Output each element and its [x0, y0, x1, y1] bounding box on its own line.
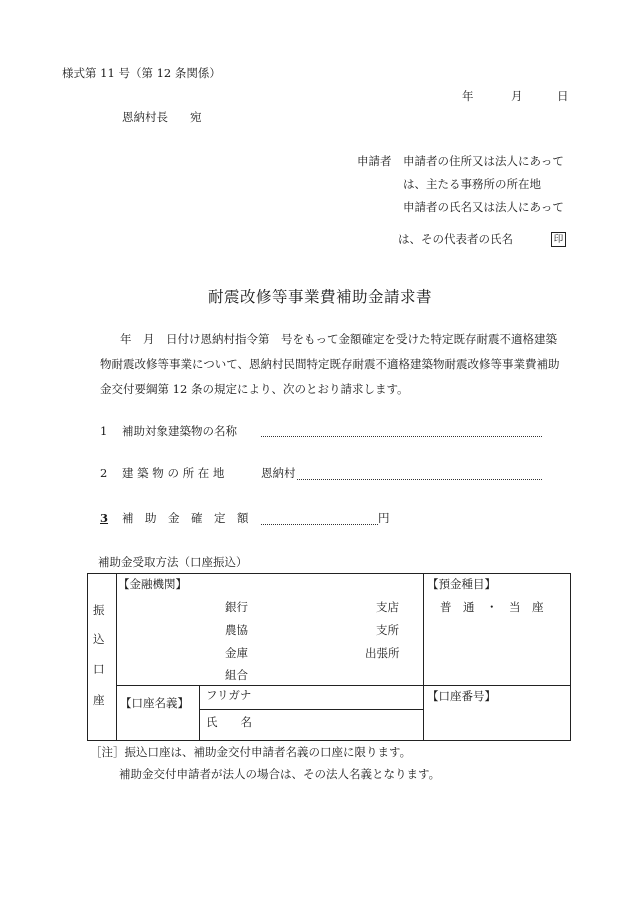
addressee-suffix: 宛	[190, 110, 202, 124]
request-body	[100, 327, 570, 402]
item-2-value: 恩納村	[261, 466, 296, 480]
addressee: 恩納村長	[122, 110, 168, 124]
document-title: 耐震改修等事業費補助金請求書	[208, 288, 433, 306]
form-number: 様式第 11 号（第 12 条関係）	[62, 66, 221, 80]
body-line-1: 年 月 日付け恩納村指令第 号をもって金額確定を受けた特定既存耐震不適格建築	[120, 332, 557, 346]
applicant-address-line1: 申請者の住所又は法人にあって	[403, 154, 564, 168]
institution-type-union: 組合	[225, 668, 248, 682]
body-line-3: 金交付要綱第 12 条の規定により、次のとおり請求します。	[100, 382, 409, 396]
date-year-label: 年	[462, 89, 474, 103]
item-3-unit: 円	[378, 511, 390, 525]
institution-type-agri: 農協	[225, 623, 248, 637]
item-3-number: 3	[100, 511, 109, 525]
deposit-type-header: 【預金種目】	[427, 577, 496, 591]
side-label-1: 振	[93, 603, 105, 617]
applicant-address-line2: は、主たる事務所の所在地	[403, 177, 541, 191]
institution-type-bank: 銀行	[225, 600, 248, 614]
applicant-name-line1: 申請者の氏名又は法人にあって	[403, 200, 564, 214]
side-label-4: 座	[93, 693, 105, 707]
item-2-label: 建 築 物 の 所 在 地	[122, 466, 225, 480]
item-1-number: 1	[100, 424, 108, 438]
note-line-2: 補助金交付申請者が法人の場合は、その法人名義となります。	[119, 767, 441, 781]
branch-type-sub-office: 出張所	[365, 646, 400, 660]
side-label-2: 込	[93, 632, 105, 646]
item-3-blank	[261, 524, 378, 525]
applicant-name-line2: は、その代表者の氏名	[398, 232, 513, 246]
institution-type-shinkin: 金庫	[225, 646, 248, 660]
branch-type-branch: 支店	[376, 600, 399, 614]
institution-header: 【金融機関】	[118, 577, 187, 591]
account-number-header: 【口座番号】	[427, 689, 496, 703]
bank-section-title: 補助金受取方法（口座振込）	[98, 555, 248, 569]
account-holder-header: 【口座名義】	[120, 696, 189, 710]
item-2-number: 2	[100, 466, 108, 480]
branch-type-office: 支所	[376, 623, 399, 637]
item-3-label: 補 助 金 確 定 額	[122, 511, 249, 525]
item-2-blank	[297, 479, 542, 480]
furigana-label: フリガナ	[206, 688, 252, 702]
name-label: 氏 名	[206, 715, 252, 729]
note-line-1: ［注］振込口座は、補助金交付申請者名義の口座に限ります。	[90, 745, 412, 759]
deposit-type-options: 普 通 ・ 当 座	[440, 600, 544, 614]
date-day-label: 日	[557, 89, 569, 103]
side-label-3: 口	[93, 662, 105, 676]
item-1-label: 補助対象建築物の名称	[122, 424, 237, 438]
item-1-blank	[261, 436, 542, 437]
body-line-2: 物耐震改修等事業について、恩納村民間特定既存耐震不適格建築物耐震改修等事業費補助	[100, 357, 560, 371]
seal-mark: 印	[551, 232, 566, 247]
applicant-label: 申請者	[357, 154, 392, 168]
date-month-label: 月	[511, 89, 523, 103]
